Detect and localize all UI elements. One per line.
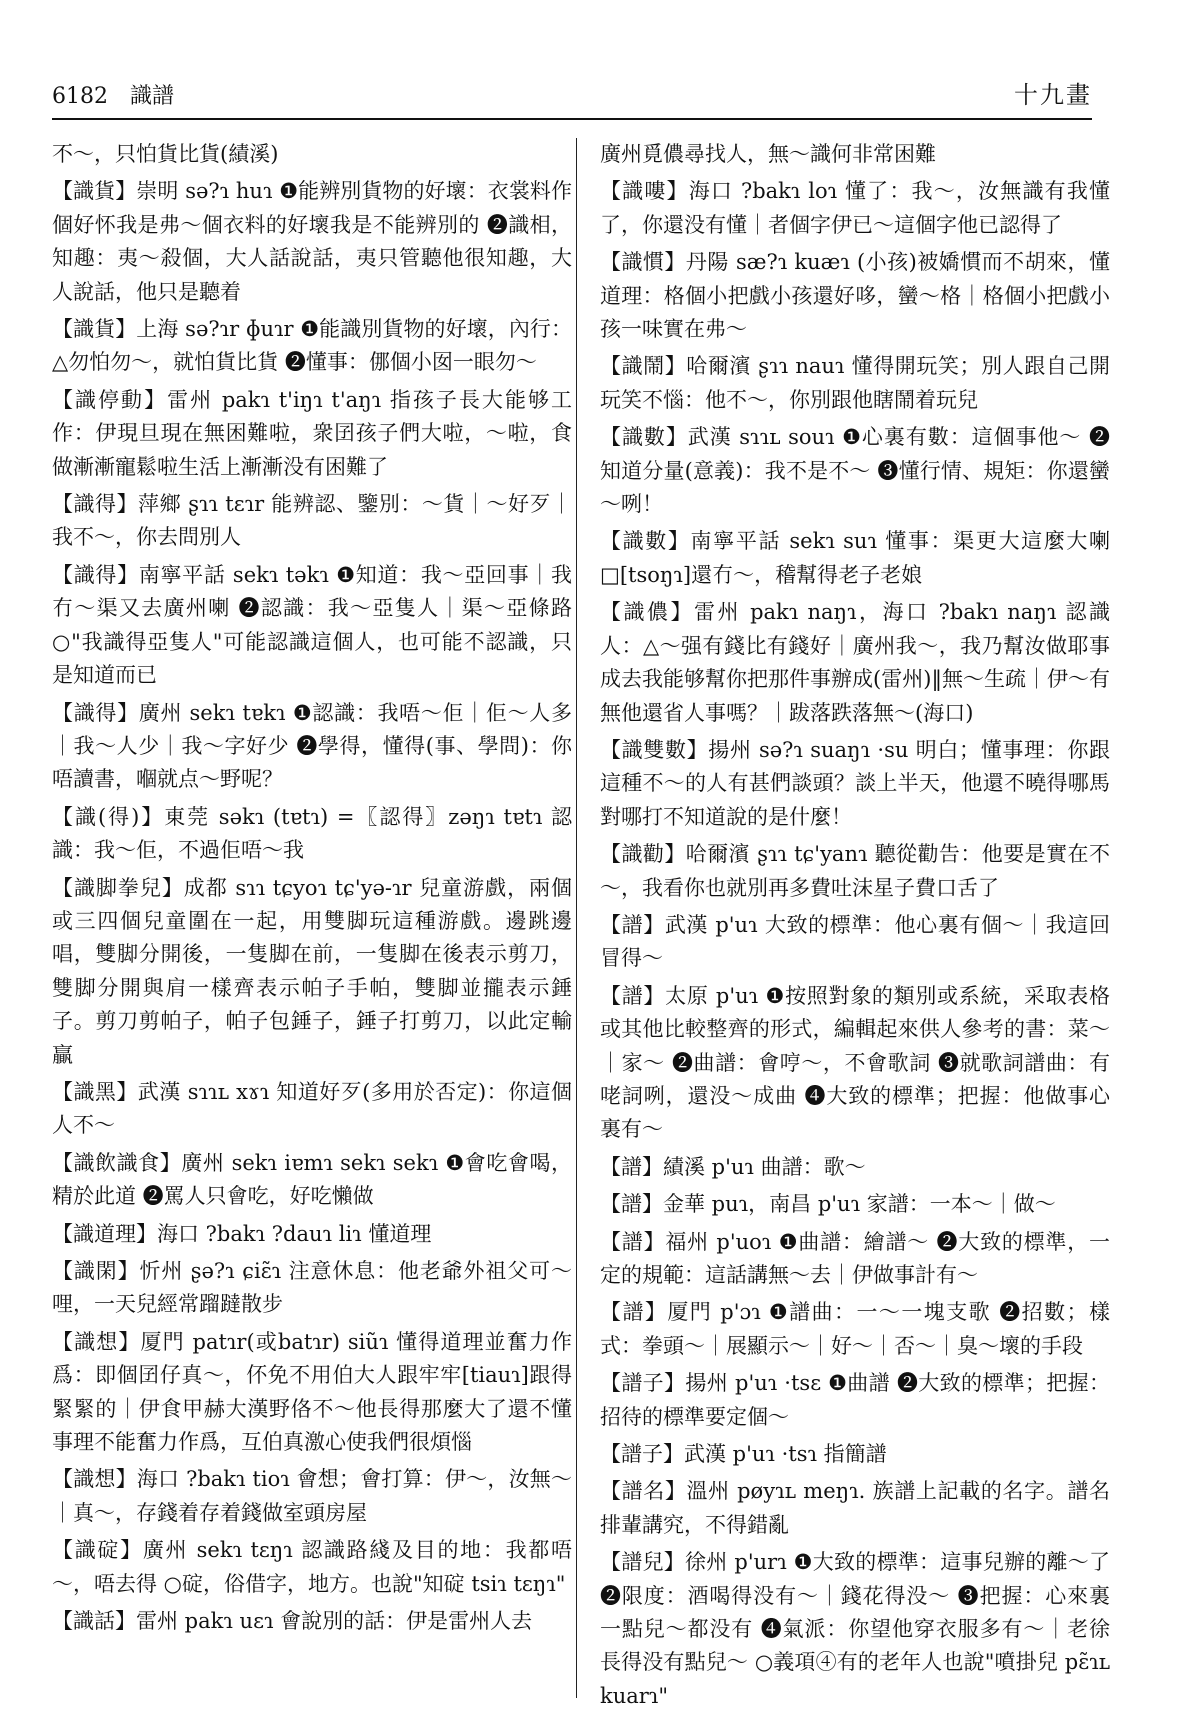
dictionary-entry: 【譜】厦門 p'ɔɿ ❶譜曲：一～一塊支歌 ❷招數；樣式：拳頭～｜展顯示～｜好～｜否～｜臭～壞的手段 (600, 1300, 1110, 1358)
dictionary-entry: 【譜】績溪 p'uɿ 曲譜：歌～ (600, 1154, 866, 1179)
dictionary-entry: 【識黑】武漢 sɿɿʟ xɤɿ 知道好歹(多用於否定)：你這個人不～ (52, 1079, 572, 1138)
left-column (52, 138, 572, 1642)
dictionary-entry: 【譜】武漢 p'uɿ 大致的標準：他心裏有個～｜我這回冒得～ (600, 912, 1110, 971)
dictionary-entry: 【識(得)】東莞 səkɿ (tɐtɿ) =〖認得〗zəŋɿ tɐtɿ 認識：我～佢，不過佢唔～我 (52, 804, 572, 863)
dictionary-entry: 【識得】萍鄉 ʂɿɿ tɛɿr 能辨認、鑒別：～貨｜～好歹｜我不～，你去問別人 (52, 492, 572, 550)
dictionary-entry: 不～，只怕貨比貨(績溪) (52, 142, 279, 166)
dictionary-entry: 【識數】武漢 sɿɿʟ souɿ ❶心裏有數：這個事他～ ❷知道分量(意義)：我不是不～ ❸懂行情、規矩：你還蠻～咧！ (600, 425, 1110, 517)
page-number: 6182 (52, 84, 108, 109)
dictionary-entry: 【識碇】廣州 sekɿ tɛŋɿ 認識路綫及目的地：我都唔～，唔去得 ○碇，俗借字，地方。也說"知碇 tsiɿ tɛŋɿ" (52, 1538, 572, 1596)
dictionary-entry: 【譜子】揚州 p'uɿ ·tsɛ ❶曲譜 ❷大致的標準；把握：招待的標準要定個～ (600, 1371, 1110, 1429)
dictionary-entry: 【識鬧】哈爾濱 ʂɿɿ nauɿ 懂得開玩笑；別人跟自己開玩笑不惱：他不～，你別跟他瞎鬧着玩兒 (600, 354, 1110, 412)
dictionary-entry: 【識停動】雷州 pakɿ t'iŋɿ t'aŋɿ 指孩子長大能够工作：伊現旦現在無困難啦，衆囝孩子們大啦，～啦，食做漸漸寵鬆啦生活上漸漸没有困難了 (52, 387, 572, 479)
dictionary-entry: 【識勸】哈爾濱 ʂɿɿ tɕ'yanɿ 聽從勸告：他要是實在不～，我看你也就別再多費吐沫星子費口舌了 (600, 842, 1110, 900)
dictionary-entry: 【譜兒】徐州 p'urɿ ❶大致的標準：這事兒辦的離～了 ❷限度：酒喝得没有～｜錢花得没～ ❸把握：心來裏一點兒～都没有 ❹氣派：你望他穿衣服多有～｜老徐長得没有點兒～ ○義項④有的老年人也說"噴掛兒 pɛ̃ɿʟ kuarɿ" (600, 1550, 1110, 1708)
dictionary-entry: 【識嘍】海口 ?bakɿ loɿ 懂了：我～，汝無識有我懂了，你還没有懂｜者個字伊已～這個字他已認得了 (600, 179, 1110, 237)
dictionary-entry: 【識儂】雷州 pakɿ naŋɿ，海口 ?bakɿ naŋɿ 認識人：△～强有錢比有錢好｜廣州我～，我乃幫汝做耶事成去我能够幫你把那件事辦成(雷州)‖無～生疏｜伊～有無他還省人事嗎？｜跋落跌落無～(海口) (600, 600, 1110, 725)
dictionary-entry: 【識數】南寧平話 sekɿ suɿ 懂事：渠更大這麼大喇□[tsoŋɿ]還冇～，稽幫得老子老娘 (600, 529, 1110, 587)
dictionary-entry: 【識慣】丹陽 sæ?ɿ kuæɿ (小孩)被嬌慣而不胡來，懂道理：格個小把戲小孩還好哆，蠻～格｜格個小把戲小孩一味實在弗～ (600, 250, 1110, 342)
dictionary-entry: 【識得】南寧平話 sekɿ tәkɿ ❶知道：我～亞回事｜我冇～渠又去廣州喇 ❷認識：我～亞隻人｜渠～亞條路 ○"我識得亞隻人"可能認識這個人，也可能不認識，只是知道而已 (52, 562, 572, 688)
dictionary-entry: 【識脚拳兒】成都 sɿɿ tɕyoɿ tɕ'yə-ɿr 兒童游戲，兩個或三四個兒童圍在一起，用雙脚玩這種游戲。邊跳邊唱，雙脚分開後，一隻脚在前，一隻脚在後表示剪刀，雙脚分開與肩一樣齊表示帕子手帕，雙脚並攏表示錘子。剪刀剪帕子，帕子包錘子，錘子打剪刀，以此定輸贏 (52, 875, 572, 1067)
dictionary-entry: 【識閑】忻州 ʂə?ɿ ɕiɛ̃ɿ 注意休息：他老爺外祖父可～哩，一天兒經常蹓躂散步 (52, 1259, 572, 1317)
section-title: 識譜 (130, 84, 175, 109)
dictionary-entry: 【識想】厦門 patɿr(或batɿr) siũɿ 懂得道理並奮力作爲：即個囝仔真～，伓免不用伯大人跟牢牢[tiauɿ]跟得緊緊的｜伊食甲赫大漢野佫不～他長得那麼大了還不懂事理不能奮力作爲，互伯真激心使我們很煩惱 (52, 1329, 572, 1455)
dictionary-entry: 【識話】雷州 pakɿ uɛɿ 會說別的話：伊是雷州人去 (52, 1609, 533, 1634)
dictionary-entry: 【譜子】武漢 p'uɿ ·tsɿ 指簡譜 (600, 1442, 887, 1467)
dictionary-entry: 【識得】廣州 sekɿ tɐkɿ ❶認識：我唔～佢｜佢～人多｜我～人少｜我～字好少 ❷學得，懂得(事、學問)：你唔讀書，嗰就点～野呢？ (52, 700, 572, 792)
dictionary-entry: 廣州覓儂尋找人，無～識何非常困難 (600, 142, 936, 166)
column-divider (576, 138, 577, 1698)
dictionary-entry: 【識想】海口 ?bakɿ tioɿ 會想；會打算：伊～，汝無～｜真～，存錢着存着錢做室頭房屋 (52, 1467, 572, 1525)
dictionary-entry: 【識貨】崇明 sə?ɿ huɿ ❶能辨別貨物的好壞：衣裳料作個好怀我是弗～個衣料的好壞我是不能辨別的 ❷識相，知趣：夷～殺個，大人話說話，夷只管聽他很知趣，大人說話，他只是聽着 (52, 179, 572, 304)
page-header (52, 70, 1092, 110)
dictionary-entry: 【譜】金華 puɿ，南昌 p'uɿ 家譜：一本～｜做～ (600, 1192, 1056, 1217)
right-column (600, 138, 1110, 1717)
dictionary-entry: 【識貨】上海 sə?ɿr ɸuɿr ❶能識別貨物的好壞，內行：△勿怕勿～，就怕貨比貨 ❷懂事：㑚個小囡一眼勿～ (52, 317, 572, 375)
stroke-count: 十九畫 (1014, 81, 1092, 109)
dictionary-entry: 【識飲識食】廣州 sekɿ iɐmɿ sekɿ sekɿ ❶會吃會喝，精於此道 ❷罵人只會吃，好吃懶做 (52, 1150, 572, 1209)
dictionary-entry: 【譜】福州 p'uoɿ ❶曲譜：繪譜～ ❷大致的標準，一定的規範：這話講無～去｜伊做事計有～ (600, 1229, 1110, 1287)
dictionary-entry: 【識雙數】揚州 sə?ɿ suaŋɿ ·su 明白；懂事理：你跟這種不～的人有甚們談頭？談上半天，他還不曉得哪馬對哪打不知道說的是什麼！ (600, 737, 1110, 829)
dictionary-entry: 【識道理】海口 ?bakɿ ?dauɿ liɿ 懂道理 (52, 1221, 432, 1246)
dictionary-entry: 【譜】太原 p'uɿ ❶按照對象的類別或系統，采取表格或其他比較整齊的形式，編輯起來供人參考的書：菜～｜家～ ❷曲譜：會哼～，不會歌詞 ❸就歌詞譜曲：有咾詞咧，還没～成曲 ❹大致的標準；把握：他做事心裏有～ (600, 983, 1110, 1142)
header-rule (52, 118, 1092, 120)
dictionary-entry: 【譜名】溫州 pøyɿʟ meŋɿ. 族譜上記載的名字。譜名排輩講究，不得錯亂 (600, 1479, 1110, 1537)
header-left (52, 79, 174, 110)
